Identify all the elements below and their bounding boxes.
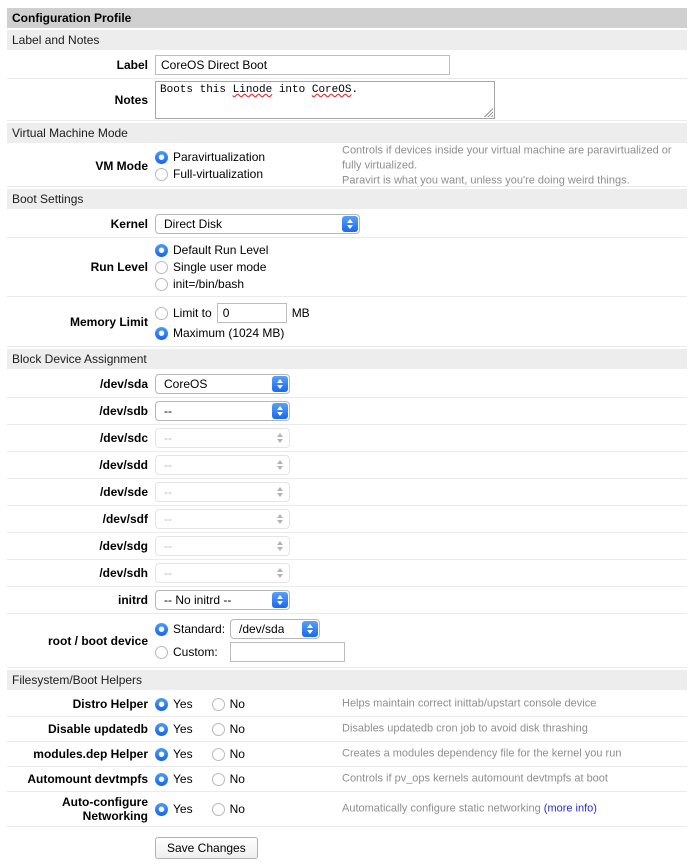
dev-sda-label: /dev/sda	[99, 377, 148, 391]
dev-sda-select[interactable]	[155, 374, 290, 394]
modules-dep-helper-row	[7, 742, 687, 767]
select-stepper-icon	[272, 484, 288, 500]
dev-sdb-label: /dev/sdb	[99, 404, 148, 418]
init-bin-bash-radio-label: init=/bin/bash	[173, 277, 245, 291]
select-stepper-icon	[342, 216, 358, 232]
dev-sdc-select	[155, 428, 290, 448]
notes-text-misspelled: CoreOS	[311, 84, 352, 96]
maximum-memory-radio[interactable]	[155, 327, 168, 340]
auto-configure-networking-label: Auto-configure Networking	[62, 795, 148, 823]
custom-root-radio[interactable]	[155, 646, 168, 659]
resize-grip-icon[interactable]	[483, 107, 493, 117]
dev-sdh-row	[7, 560, 687, 587]
default-run-level-radio[interactable]	[155, 244, 168, 257]
dev-sdg-select	[155, 536, 290, 556]
disable-updatedb-label: Disable updatedb	[47, 722, 148, 736]
dev-sde-label: /dev/sde	[99, 485, 148, 499]
notes-textarea[interactable]	[155, 81, 495, 119]
no-radio-label: No	[229, 722, 245, 736]
yes-radio-label: Yes	[173, 802, 193, 816]
label-input[interactable]	[155, 55, 450, 75]
section-filesystem-boot-helpers: Filesystem/Boot Helpers	[7, 670, 687, 690]
dev-sdd-select	[155, 455, 290, 475]
dev-sdh-select	[155, 563, 290, 583]
button-row	[7, 837, 687, 859]
limit-to-radio[interactable]	[155, 307, 168, 320]
select-stepper-icon	[302, 621, 318, 637]
modules-dep-helper-label: modules.dep Helper	[33, 747, 148, 761]
disable-updatedb-yes-radio[interactable]	[155, 723, 168, 736]
dev-sdc-select-value: --	[164, 431, 172, 445]
select-stepper-icon	[272, 403, 288, 419]
no-radio-label: No	[229, 772, 245, 786]
dev-sdd-row	[7, 452, 687, 479]
disable-updatedb-row	[7, 717, 687, 742]
notes-row	[7, 79, 687, 121]
no-radio-label: No	[229, 697, 245, 711]
yes-radio-label: Yes	[173, 722, 193, 736]
section-virtual-machine-mode: Virtual Machine Mode	[7, 123, 687, 143]
full-virtualization-radio[interactable]	[155, 168, 168, 181]
dev-sdf-select-value: --	[164, 512, 172, 526]
default-run-level-radio-label: Default Run Level	[173, 243, 269, 257]
memory-limit-input[interactable]	[217, 303, 287, 323]
label-field-label: Label	[116, 58, 148, 72]
dev-sdd-label: /dev/sdd	[99, 458, 148, 472]
memory-limit-unit: MB	[291, 306, 310, 320]
full-virtualization-radio-label: Full-virtualization	[173, 167, 264, 181]
run-level-row	[7, 238, 687, 297]
automount-devtmpfs-help-text: Controls if pv_ops kernels automount devtmpfs at boot	[342, 772, 608, 785]
section-block-device-assignment: Block Device Assignment	[7, 349, 687, 369]
notes-text: .	[351, 84, 359, 96]
dev-sdf-label: /dev/sdf	[102, 512, 148, 526]
dev-sdf-select	[155, 509, 290, 529]
modules-dep-helper-no-radio[interactable]	[212, 748, 225, 761]
select-stepper-icon	[272, 511, 288, 527]
dev-sdb-select-value: --	[164, 404, 172, 418]
kernel-select-value: Direct Disk	[164, 217, 223, 231]
maximum-memory-radio-label: Maximum (1024 MB)	[173, 326, 285, 340]
dev-sdg-row	[7, 533, 687, 560]
notes-text: Boots this	[160, 84, 233, 96]
paravirtualization-radio[interactable]	[155, 151, 168, 164]
yes-radio-label: Yes	[173, 697, 193, 711]
more-info-link[interactable]: (more info)	[543, 802, 597, 815]
notes-text: into	[272, 84, 312, 96]
no-radio-label: No	[229, 802, 245, 816]
kernel-label: Kernel	[110, 217, 148, 231]
dev-sdd-select-value: --	[164, 458, 172, 472]
automount-devtmpfs-no-radio[interactable]	[212, 773, 225, 786]
dev-sdf-row	[7, 506, 687, 533]
dev-sdb-row	[7, 398, 687, 425]
dev-sdh-select-value: --	[164, 566, 172, 580]
yes-radio-label: Yes	[173, 747, 193, 761]
initrd-select-value: -- No initrd --	[164, 593, 232, 607]
initrd-row	[7, 587, 687, 614]
custom-root-input[interactable]	[230, 642, 345, 662]
vm-mode-row	[7, 145, 687, 187]
single-user-mode-radio[interactable]	[155, 261, 168, 274]
label-row	[7, 52, 687, 79]
auto-configure-networking-row	[7, 792, 687, 827]
standard-root-select-value: /dev/sda	[239, 622, 285, 636]
custom-root-radio-label: Custom:	[173, 645, 218, 659]
yes-radio-label: Yes	[173, 772, 193, 786]
dev-sdc-row	[7, 425, 687, 452]
automount-devtmpfs-row	[7, 767, 687, 792]
memory-limit-label: Memory Limit	[69, 314, 148, 329]
notes-text-misspelled: Linode	[232, 84, 273, 96]
automount-devtmpfs-label: Automount devtmpfs	[27, 772, 148, 786]
modules-dep-helper-yes-radio[interactable]	[155, 748, 168, 761]
kernel-select[interactable]	[155, 214, 360, 234]
page-title: Configuration Profile	[7, 8, 687, 28]
init-bin-bash-radio[interactable]	[155, 278, 168, 291]
select-stepper-icon	[272, 592, 288, 608]
dev-sdh-label: /dev/sdh	[99, 566, 148, 580]
vm-mode-label: VM Mode	[95, 158, 148, 173]
select-stepper-icon	[272, 376, 288, 392]
dev-sda-row	[7, 371, 687, 398]
vm-mode-help-text: Controls if devices inside your virtual machine are paravirtualized or fully virtualized. Paravirt is what you want, unless you're doing weird things.	[342, 144, 672, 186]
auto-configure-networking-no-radio[interactable]	[212, 803, 225, 816]
run-level-label: Run Level	[90, 260, 148, 274]
select-stepper-icon	[272, 538, 288, 554]
auto-configure-networking-yes-radio[interactable]	[155, 803, 168, 816]
distro-helper-help-text: Helps maintain correct inittab/upstart console device	[342, 697, 597, 710]
dev-sde-select	[155, 482, 290, 502]
memory-limit-row	[7, 297, 687, 347]
standard-root-select[interactable]	[230, 619, 320, 639]
dev-sde-row	[7, 479, 687, 506]
modules-dep-helper-help-text: Creates a modules dependency file for the kernel you run	[342, 747, 622, 760]
single-user-mode-radio-label: Single user mode	[173, 260, 267, 274]
select-stepper-icon	[272, 457, 288, 473]
kernel-row	[7, 211, 687, 238]
root-boot-device-row	[7, 614, 687, 668]
disable-updatedb-no-radio[interactable]	[212, 723, 225, 736]
initrd-label: initrd	[118, 593, 148, 607]
distro-helper-label: Distro Helper	[72, 697, 148, 711]
dev-sdg-label: /dev/sdg	[99, 539, 148, 553]
distro-helper-yes-radio[interactable]	[155, 698, 168, 711]
dev-sdg-select-value: --	[164, 539, 172, 553]
save-changes-button[interactable]: Save Changes	[155, 837, 258, 859]
dev-sdb-select[interactable]	[155, 401, 290, 421]
no-radio-label: No	[229, 747, 245, 761]
select-stepper-icon	[272, 565, 288, 581]
paravirtualization-radio-label: Paravirtualization	[173, 150, 266, 164]
automount-devtmpfs-yes-radio[interactable]	[155, 773, 168, 786]
root-boot-device-label: root / boot device	[47, 633, 148, 648]
auto-configure-networking-help-text: Automatically configure static networking (more info)	[342, 802, 597, 815]
section-boot-settings: Boot Settings	[7, 189, 687, 209]
notes-field-label: Notes	[114, 93, 148, 107]
limit-to-radio-label: Limit to	[173, 306, 212, 320]
dev-sdc-label: /dev/sdc	[99, 431, 148, 445]
initrd-select[interactable]	[155, 590, 290, 610]
distro-helper-row	[7, 692, 687, 717]
disable-updatedb-help-text: Disables updatedb cron job to avoid disk thrashing	[342, 722, 588, 735]
standard-root-radio-label: Standard:	[173, 622, 226, 636]
select-stepper-icon	[272, 430, 288, 446]
dev-sde-select-value: --	[164, 485, 172, 499]
section-label-and-notes: Label and Notes	[7, 30, 687, 50]
distro-helper-no-radio[interactable]	[212, 698, 225, 711]
standard-root-radio[interactable]	[155, 623, 168, 636]
dev-sda-select-value: CoreOS	[164, 377, 208, 391]
